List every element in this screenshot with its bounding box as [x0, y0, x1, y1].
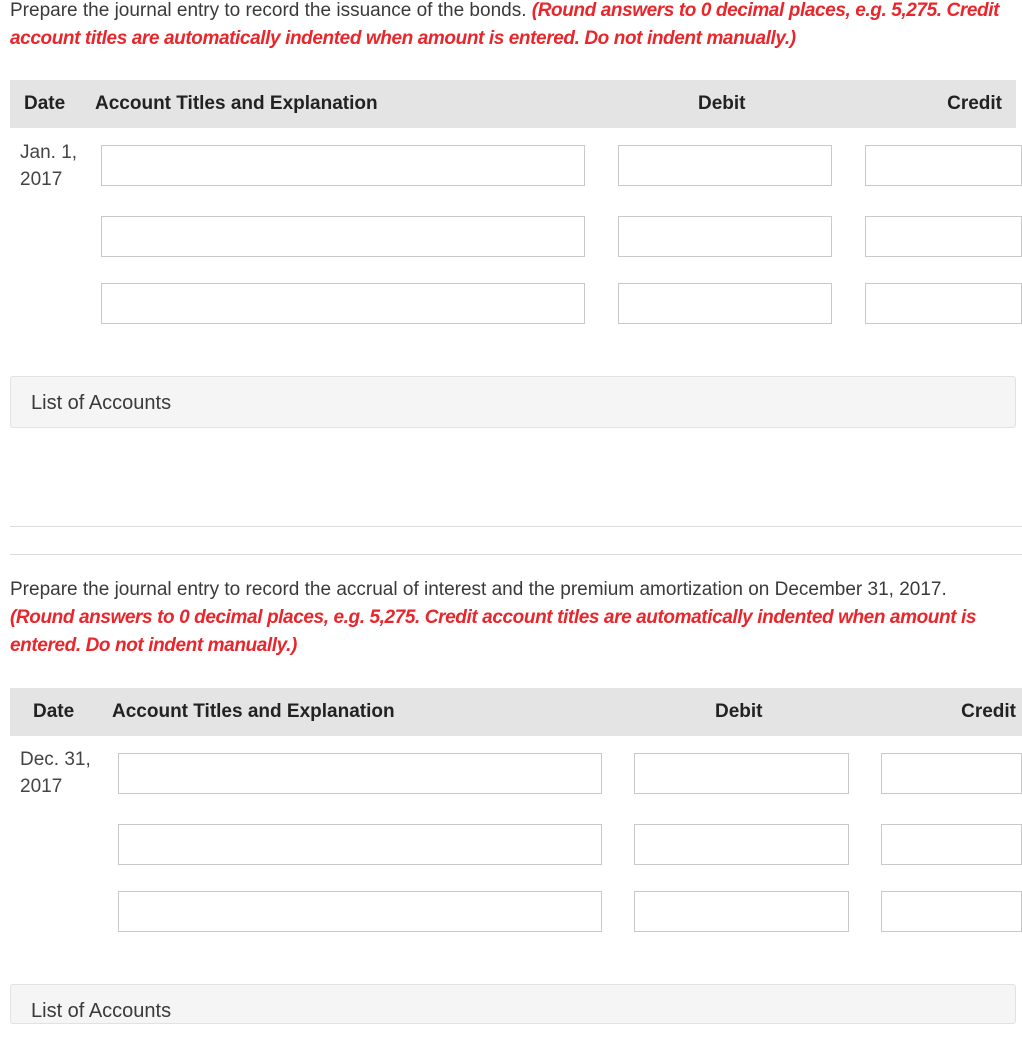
section-divider-bottom	[10, 554, 1022, 555]
section1-list-of-accounts-label: List of Accounts	[31, 392, 172, 414]
section1-header-date: Date	[24, 93, 66, 114]
section1-prompt	[10, 0, 1015, 53]
section2-date	[20, 746, 91, 800]
section2-date-day: Dec. 31,	[20, 749, 91, 770]
section1-row3-account-input[interactable]	[101, 283, 585, 324]
section2-header-account: Account Titles and Explanation	[112, 701, 395, 722]
section2-row3-debit-input[interactable]	[634, 891, 849, 932]
section1-date	[20, 139, 77, 193]
section1-row2-account-input[interactable]	[101, 216, 585, 257]
section2-list-of-accounts[interactable]	[10, 984, 1016, 1024]
section1-row3-credit-input[interactable]	[865, 283, 1022, 324]
section1-row2-debit-input[interactable]	[618, 216, 832, 257]
section2-row2-credit-input[interactable]	[881, 824, 1022, 865]
section2-prompt	[10, 576, 1010, 660]
section2-instruction: (Round answers to 0 decimal places, e.g. 5,275. Credit account titles are automatically indented when amount is entered. Do not indent manually.)	[10, 607, 977, 656]
section2-row2-account-input[interactable]	[118, 824, 602, 865]
section2-header-credit: Credit	[961, 701, 1016, 722]
section2-row3-account-input[interactable]	[118, 891, 602, 932]
section1-header-account: Account Titles and Explanation	[95, 93, 378, 114]
section1-date-year: 2017	[20, 169, 63, 190]
section2-table-header	[10, 688, 1022, 736]
section1-prompt-text: Prepare the journal entry to record the issuance of the bonds.	[10, 0, 527, 21]
section1-instruction: (Round answers to 0 decimal places, e.g. 5,275. Credit account titles are automatically indented when amount is entered. Do not indent manually.)	[10, 0, 1000, 49]
section1-date-day: Jan. 1,	[20, 142, 78, 163]
section1-row1-account-input[interactable]	[101, 145, 585, 186]
section2-row1-credit-input[interactable]	[881, 753, 1022, 794]
section2-header-date: Date	[33, 701, 75, 722]
section2-date-year: 2017	[20, 776, 63, 797]
section1-table-header	[10, 80, 1016, 128]
section1-row2-credit-input[interactable]	[865, 216, 1022, 257]
section1-row3-debit-input[interactable]	[618, 283, 832, 324]
section1-row1-credit-input[interactable]	[865, 145, 1022, 186]
section2-prompt-text: Prepare the journal entry to record the accrual of interest and the premium amortization on December 31, 2017.	[10, 579, 947, 600]
section1-list-of-accounts[interactable]	[10, 376, 1016, 428]
section2-row1-account-input[interactable]	[118, 753, 602, 794]
section2-row1-debit-input[interactable]	[634, 753, 849, 794]
section1-header-credit: Credit	[947, 93, 1002, 114]
section1-header-debit: Debit	[698, 93, 746, 114]
section-divider-top	[10, 526, 1022, 527]
section1-row1-debit-input[interactable]	[618, 145, 832, 186]
section2-row2-debit-input[interactable]	[634, 824, 849, 865]
section2-row3-credit-input[interactable]	[881, 891, 1022, 932]
section2-list-of-accounts-label: List of Accounts	[31, 1000, 172, 1022]
section2-header-debit: Debit	[715, 701, 763, 722]
